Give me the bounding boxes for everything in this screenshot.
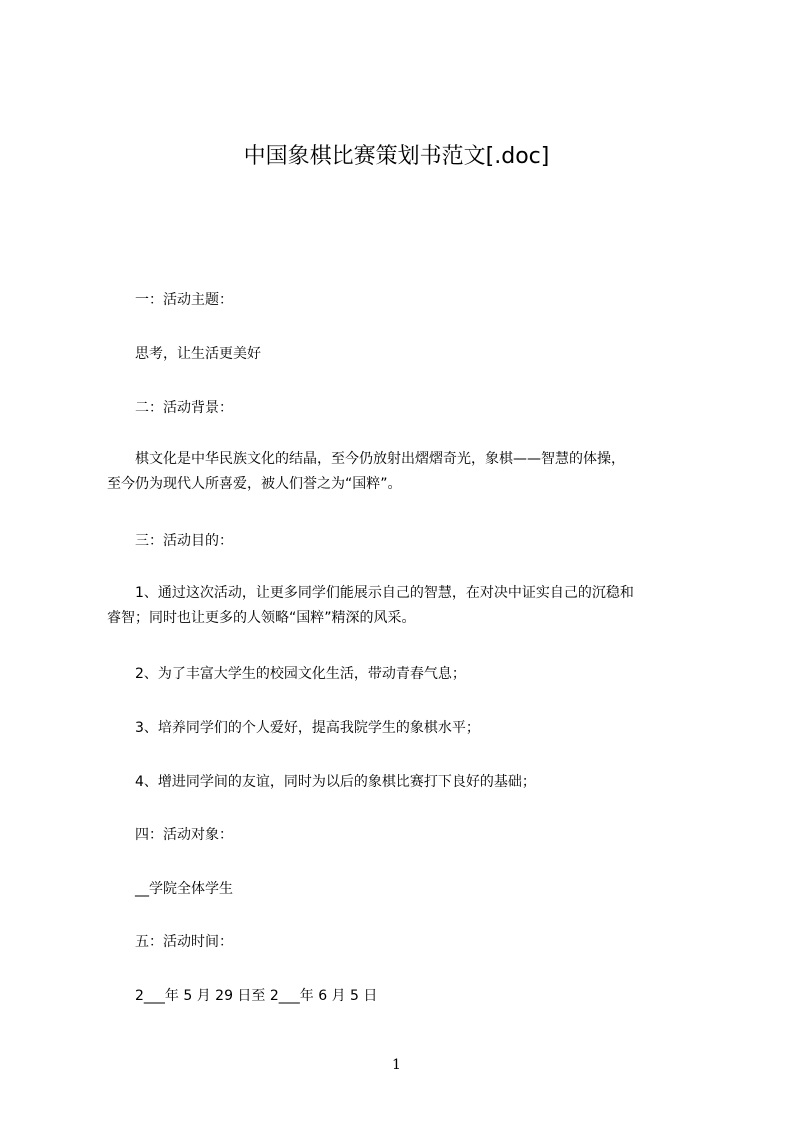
target-heading: 四：活动对象：	[135, 827, 233, 843]
goal-item-1-line-1: 1、通过这次活动，让更多同学们能展示自己的智慧，在对决中证实自己的沉稳和	[135, 585, 634, 601]
background-text-line-1: 棋文化是中华民族文化的结晶，至今仍放射出熠熠奇光，象棋——智慧的体操，	[135, 451, 625, 467]
goal-heading: 三：活动目的：	[135, 533, 233, 549]
goal-item-1-line-2: 睿智；同时也让更多的人领略“国粹”精深的风采。	[107, 610, 416, 626]
goal-item-1	[107, 581, 713, 631]
goal-item-2: 2、为了丰富大学生的校园文化生活，带动青春气息；	[135, 666, 466, 682]
goal-item-3: 3、培养同学们的个人爱好，提高我院学生的象棋水平；	[135, 720, 480, 736]
background-text-line-2: 至今仍为现代人所喜爱，被人们誉之为“国粹”。	[107, 476, 402, 492]
page-number: 1	[392, 1057, 401, 1073]
time-heading: 五：活动时间：	[135, 934, 233, 950]
target-text: __学院全体学生	[135, 881, 233, 897]
background-heading: 二：活动背景：	[135, 400, 233, 416]
theme-heading: 一：活动主题：	[135, 292, 233, 308]
time-text: 2___年 5 月 29 日至 2___年 6 月 5 日	[135, 988, 378, 1004]
goal-item-4: 4、增进同学间的友谊，同时为以后的象棋比赛打下良好的基础；	[135, 774, 536, 790]
theme-text: 思考，让生活更美好	[135, 346, 261, 362]
document-title: 中国象棋比赛策划书范文[.doc]	[243, 144, 550, 169]
background-text	[107, 447, 713, 497]
